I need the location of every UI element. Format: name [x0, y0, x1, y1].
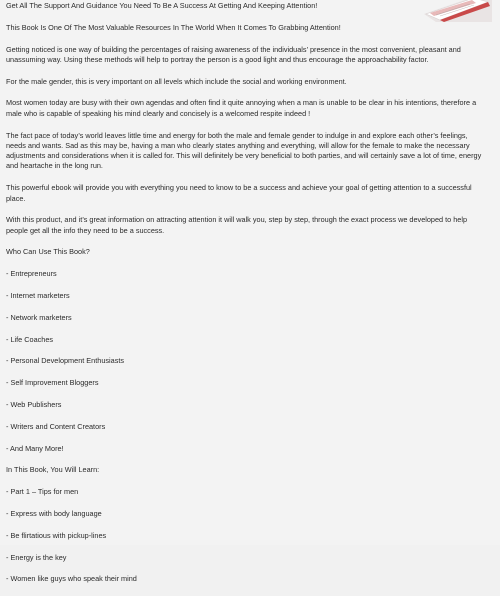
paragraph-headline: Get All The Support And Guidance You Need To Be A Success At Getting And Keeping Attention! — [6, 1, 318, 10]
list-item: - Network marketers — [6, 312, 72, 322]
paragraph-body: The fact pace of today’s world leaves little time and energy for both the male and female gender to indulge in and explore each other’s feelings, needs and wants. Sad as this may be, having a man who clearly states anything and everything, will allow for the female to make the necessary adjustments and considerations when it is called for. This will definitely be very beneficial to both parties, and will certainly save a lot of time, energy and heartache in the long run. — [6, 130, 482, 171]
list-item: - Internet marketers — [6, 291, 70, 301]
list-item: - Part 1 – Tips for men — [6, 487, 79, 497]
section-heading-audience: Who Can Use This Book? — [6, 247, 90, 257]
list-item: - Life Coaches — [6, 334, 54, 344]
description-text — [6, 0, 488, 596]
list-item: - Personal Development Enthusiasts — [6, 356, 125, 366]
list-item: - Energy is the key — [6, 552, 67, 562]
list-item: - And Many More! — [6, 443, 64, 453]
list-item: - Web Publishers — [6, 400, 62, 410]
list-item: - Women like guys who speak their mind — [6, 574, 137, 584]
list-item: - Self Improvement Bloggers — [6, 378, 99, 388]
paragraph-body: Most women today are busy with their own agendas and often find it quite annoying when a man is unable to be clear in his intentions, therefore a male who is capable of speaking his mind clearly and concisely is a welcomed respite indeed ! — [6, 98, 477, 118]
list-item: - Be flirtatious with pickup-lines — [6, 530, 107, 540]
section-heading-learn: In This Book, You Will Learn: — [6, 465, 100, 475]
paragraph-body: With this product, and it’s great information on attracting attention it will walk you, step by step, through the exact process we developed to help people get all the info they need to be a success. — [6, 215, 468, 235]
paragraph-body: For the male gender, this is very important on all levels which include the social and working environment. — [6, 76, 347, 86]
list-item: - Entrepreneurs — [6, 269, 57, 279]
paragraph-body: This powerful ebook will provide you with everything you need to know to be a success and achieve your goal of getting attention to a successful place. — [6, 183, 472, 203]
paragraph-body: Getting noticed is one way of building the percentages of raising awareness of the individuals’ presence in the most convenient, pleasant and unassuming way. Using these methods will help to portray the person is a good light and thus encourage the approachability factor. — [6, 44, 461, 64]
list-item: - Writers and Content Creators — [6, 421, 106, 431]
paragraph-subheadline: This Book Is One Of The Most Valuable Resources In The World When It Comes To Grabbing Attention! — [6, 22, 341, 32]
list-item: - Express with body language — [6, 509, 102, 519]
